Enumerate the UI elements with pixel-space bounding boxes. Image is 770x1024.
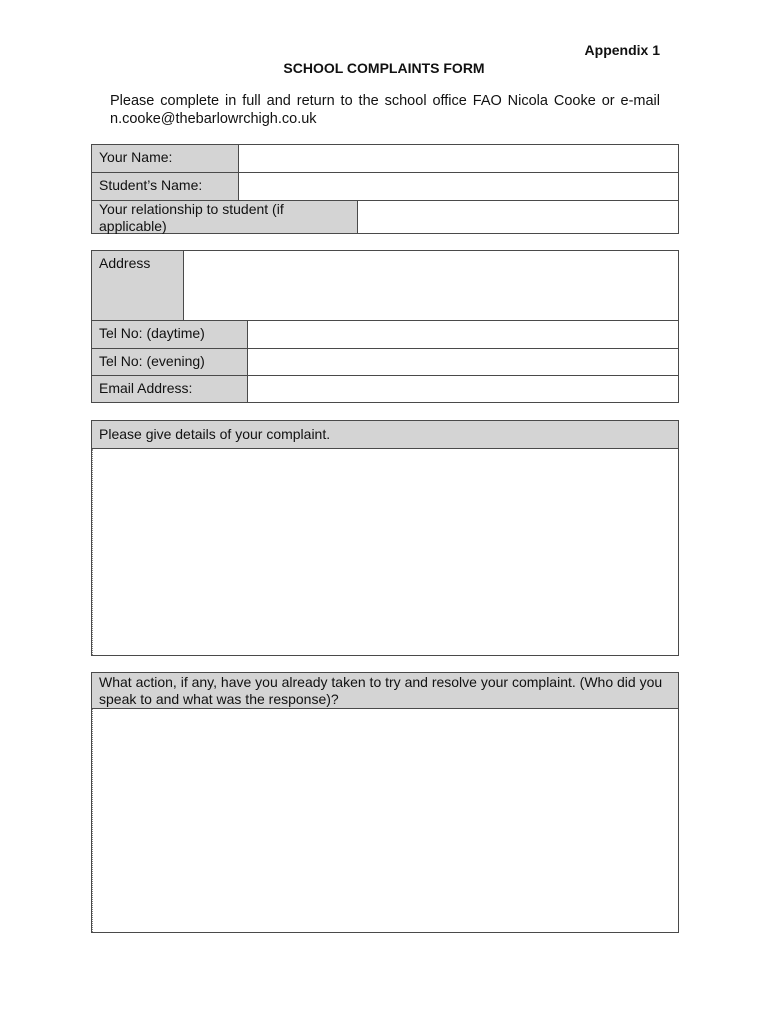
action-taken-section bbox=[91, 672, 679, 933]
student-name-field[interactable] bbox=[239, 173, 678, 200]
tel-day-label: Tel No: (daytime) bbox=[92, 321, 248, 348]
tel-day-row bbox=[92, 321, 678, 349]
tel-evening-row bbox=[92, 349, 678, 376]
appendix-label: Appendix 1 bbox=[584, 42, 660, 58]
tel-evening-field[interactable] bbox=[248, 349, 678, 375]
address-field[interactable] bbox=[184, 251, 678, 320]
complaint-details-section bbox=[91, 420, 679, 656]
tel-day-field[interactable] bbox=[248, 321, 678, 348]
contact-section bbox=[91, 250, 679, 403]
email-label: Email Address: bbox=[92, 376, 248, 402]
email-row bbox=[92, 376, 678, 402]
intro-text: Please complete in full and return to the school office FAO Nicola Cooke or e-mail n.cooke@thebarlowrchigh.co.uk bbox=[110, 93, 660, 127]
student-name-label: Student’s Name: bbox=[92, 173, 239, 200]
complaint-details-heading: Please give details of your complaint. bbox=[92, 421, 678, 449]
relationship-row bbox=[92, 201, 678, 233]
form-title: SCHOOL COMPLAINTS FORM bbox=[283, 60, 485, 76]
your-name-label: Your Name: bbox=[92, 145, 239, 172]
email-field[interactable] bbox=[248, 376, 678, 402]
action-taken-heading: What action, if any, have you already taken to try and resolve your complaint. (Who did you speak to and what was the response)? bbox=[92, 673, 678, 709]
action-taken-field[interactable] bbox=[92, 709, 678, 932]
address-label: Address bbox=[92, 251, 184, 320]
complaint-details-field[interactable] bbox=[92, 449, 678, 655]
your-name-field[interactable] bbox=[239, 145, 678, 172]
relationship-field[interactable] bbox=[358, 201, 678, 233]
student-name-row bbox=[92, 173, 678, 201]
address-row bbox=[92, 251, 678, 321]
relationship-label: Your relationship to student (if applicable) bbox=[92, 201, 358, 233]
tel-evening-label: Tel No: (evening) bbox=[92, 349, 248, 375]
identity-section bbox=[91, 144, 679, 234]
your-name-row bbox=[92, 145, 678, 173]
